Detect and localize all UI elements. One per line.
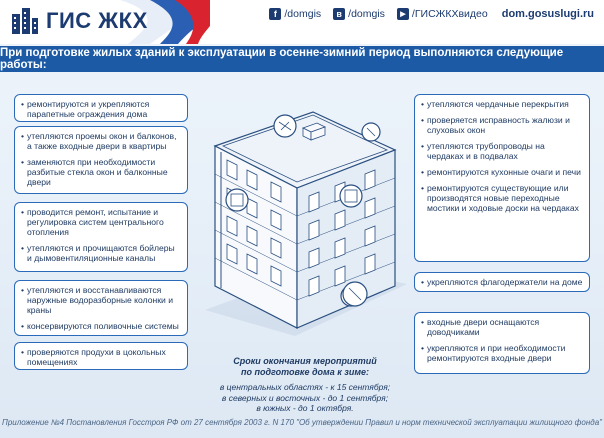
header	[0, 0, 604, 44]
video-label: /ГИСЖКХвидео	[411, 8, 488, 20]
social-links	[257, 0, 594, 28]
list-item: • укрепляются и при необходимости ремонтируются входные двери	[421, 343, 583, 363]
list-item: • ремонтируются кухонные очаги и печи	[421, 167, 583, 177]
list-item: • утепляются трубопроводы на чердаках и в подвалах	[421, 141, 583, 161]
list-item: • проверяется исправность жалюзи и слуховых окон	[421, 115, 583, 135]
deadline-south: в южных - до 1 октября.	[256, 403, 354, 413]
deadline-central: в центральных областях - к 15 сентября;	[219, 382, 391, 392]
left-box-basement	[14, 342, 188, 370]
deadlines-title-line2: по подготовке дома к зиме:	[240, 367, 370, 377]
list-item: • утепляются проемы окон и балконов, а также входные двери в квартиры	[21, 131, 181, 151]
vk-icon: в	[333, 8, 345, 20]
building-illustration	[175, 88, 425, 338]
logo[interactable]	[10, 6, 148, 36]
vk-link[interactable]	[333, 8, 385, 20]
right-box-attic	[414, 94, 590, 262]
logo-text: ГИС ЖКХ	[46, 8, 148, 33]
video-icon: ▶	[397, 8, 409, 20]
list-item: • утепляются и прочищаются бойлеры и дымовентиляционные каналы	[21, 243, 181, 263]
list-item: • ремонтируются существующие или производятся новые переходные мостики и ходовые доски на чердаках	[421, 183, 583, 213]
video-link[interactable]	[397, 8, 488, 20]
left-box-parapet	[14, 94, 188, 122]
list-item: • входные двери оснащаются доводчиками	[421, 317, 583, 337]
list-item: • проверяются продухи в цокольных помещениях	[21, 347, 181, 367]
deadlines-block	[190, 356, 420, 414]
list-item: • проводится ремонт, испытание и регулировка систем центрального отопления	[21, 207, 181, 237]
deadlines-title-line1: Сроки окончания мероприятий	[233, 356, 377, 366]
list-item: • консервируются поливочные системы	[21, 321, 181, 331]
facebook-link[interactable]	[269, 8, 321, 20]
right-box-flags	[414, 272, 590, 292]
list-item: • заменяются при необходимости разбитые стекла окон и балконные двери	[21, 157, 181, 187]
footer-note: Приложение №4 Постановления Госстроя РФ от 27 сентября 2003 г. N 170 "Об утверждении Правил и норм технической эксплуатации жилищного фонда"	[2, 418, 602, 427]
right-box-doors	[414, 312, 590, 374]
list-item: • ремонтируются и укрепляются парапетные ограждения дома	[21, 99, 181, 119]
left-box-heating	[14, 202, 188, 272]
page-title: При подготовке жилых зданий к эксплуатации в осенне-зимний период выполняются следующие работы:	[0, 46, 604, 72]
buildings-logo-icon	[10, 6, 40, 36]
facebook-icon: f	[269, 8, 281, 20]
left-box-windows	[14, 126, 188, 194]
list-item: • укрепляются флагодержатели на доме	[421, 277, 583, 287]
list-item: • утепляются и восстанавливаются наружные водоразборные колонки и краны	[21, 285, 181, 315]
deadline-north-east: в северных и восточных - до 1 сентября;	[221, 392, 389, 403]
vk-label: /domgis	[348, 8, 385, 20]
list-item: • утепляются чердачные перекрытия	[421, 99, 583, 109]
left-box-water	[14, 280, 188, 336]
site-link[interactable]: dom.gosuslugi.ru	[501, 8, 594, 20]
facebook-label: /domgis	[284, 8, 322, 20]
